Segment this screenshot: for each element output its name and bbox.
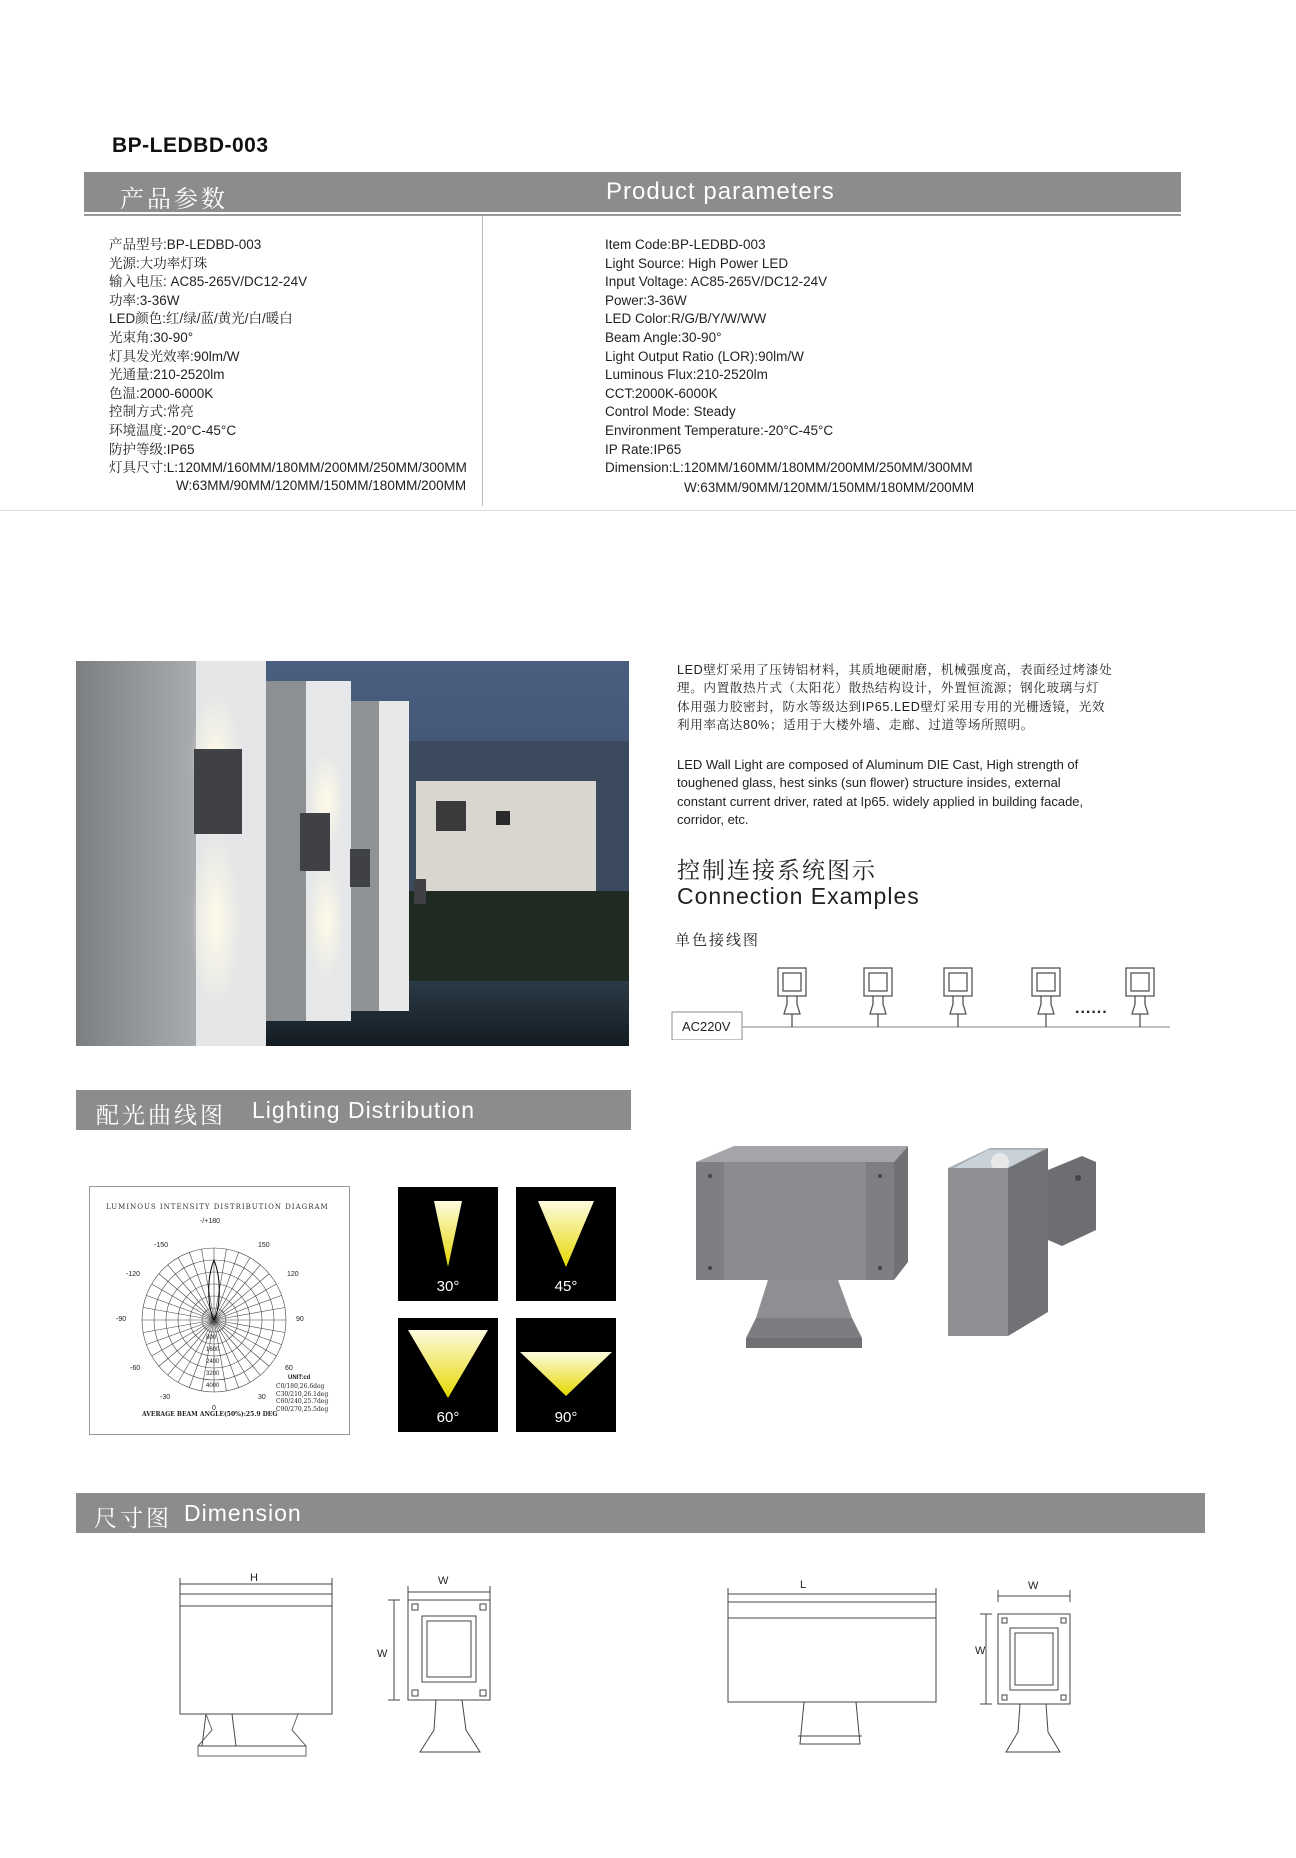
polar-angle-0: 0 <box>212 1405 216 1412</box>
polar-angle-m120: -120 <box>126 1271 141 1278</box>
connection-subtitle: 单色接线图 <box>675 931 761 949</box>
polar-angle-150: 150 <box>258 1242 270 1249</box>
params-en-4: LED Color:R/G/B/Y/W/WW <box>605 311 767 327</box>
params-en-9: Control Mode: Steady <box>605 404 736 420</box>
polar-angle-180: -/+180 <box>200 1218 221 1225</box>
radial-2400: 2400 <box>206 1359 220 1365</box>
radial-4000: 4000 <box>206 1383 220 1389</box>
dim-label-h: H <box>250 1572 258 1584</box>
lighting-bar <box>76 1090 631 1130</box>
product-photo <box>76 661 629 1046</box>
params-cn-12: 灯具尺寸:L:120MM/160MM/180MM/200MM/250MM/300MM <box>109 460 467 476</box>
dim-label-w3: W <box>1028 1580 1039 1592</box>
wiring-dots: ...... <box>1075 1000 1108 1017</box>
description-cn <box>677 661 1112 735</box>
beam-90 <box>516 1318 616 1432</box>
polar-footer: AVERAGE BEAM ANGLE(50%):25.9 DEG <box>142 1411 278 1418</box>
polar-legend <box>276 1383 328 1413</box>
params-en-7: Luminous Flux:210-2520lm <box>605 367 768 383</box>
description-en-0: LED Wall Light are composed of Aluminum DIE Cast, High strength of <box>677 757 1079 772</box>
dim-label-w2: W <box>377 1648 388 1660</box>
polar-angle-90: 90 <box>296 1316 304 1323</box>
polar-angle-m30: -30 <box>160 1394 171 1401</box>
radial-1600: 1600 <box>206 1347 220 1353</box>
polar-angle-m150: -150 <box>154 1242 169 1249</box>
beam-60 <box>398 1318 498 1432</box>
description-cn-1: 理。内置散热片式（太阳花）散热结构设计，外置恒流源；钢化玻璃与灯 <box>677 681 1100 696</box>
radial-800: 800 <box>206 1335 217 1341</box>
polar-angle-m90: -90 <box>116 1316 127 1323</box>
polar-unit: UNIT:cd <box>288 1375 311 1381</box>
header-bar <box>84 172 1181 212</box>
connection-title-cn: 控制连接系统图示 <box>677 858 877 884</box>
params-cn-extra: W:63MM/90MM/120MM/150MM/180MM/200MM <box>176 478 467 493</box>
polar-title: LUMINOUS INTENSITY DISTRIBUTION DIAGRAM <box>106 1203 329 1211</box>
dim-label-l: L <box>800 1579 807 1591</box>
params-en-0: Item Code:BP-LEDBD-003 <box>605 237 766 252</box>
params-en-2: Input Voltage: AC85-265V/DC12-24V <box>605 274 828 290</box>
params-en-list <box>605 236 973 478</box>
dimension-bar <box>76 1493 1205 1533</box>
polar-angle-m60: -60 <box>130 1365 141 1372</box>
params-en-extra: W:63MM/90MM/120MM/150MM/180MM/200MM <box>684 480 975 495</box>
description-en-1: toughened glass, hest sinks (sun flower) structure insides, external <box>677 775 1061 791</box>
polar-legend-c60: C60/240,25.7deg <box>276 1398 329 1405</box>
params-cn-10: 环境温度:-20°C-45°C <box>109 422 237 438</box>
fixture-horizontal-render <box>696 1146 908 1348</box>
params-bottom-rule <box>0 510 1296 511</box>
lighting-bar-cn: 配光曲线图 <box>96 1103 226 1129</box>
params-cn-2: 输入电压: AC85-265V/DC12-24V <box>109 274 308 290</box>
connection-title-en: Connection Examples <box>677 883 920 909</box>
lighting-bar-en: Lighting Distribution <box>252 1097 476 1123</box>
beam-30-label: 30° <box>436 1278 460 1295</box>
header-bar-cn: 产品参数 <box>120 185 228 213</box>
params-cn-6: 灯具发光效率:90lm/W <box>109 348 240 364</box>
polar-radial-values <box>206 1332 219 1392</box>
dimension-bar-cn: 尺寸图 <box>94 1506 172 1532</box>
dimension-drawing-right <box>720 1576 1080 1766</box>
params-cn-11: 防护等级:IP65 <box>109 441 195 457</box>
params-cn-1: 光源:大功率灯珠 <box>109 255 208 271</box>
params-divider <box>482 216 483 506</box>
beam-90-label: 90° <box>554 1409 578 1426</box>
params-cn-list <box>109 236 467 478</box>
dimension-drawing-left <box>170 1570 510 1760</box>
beam-45 <box>516 1187 616 1301</box>
description-en-2: constant current driver, rated at Ip65. widely applied in building facade, <box>677 793 1084 809</box>
description-cn-3: 利用率高达80%；适用于大楼外墙、走廊、过道等场所照明。 <box>677 718 1034 733</box>
radial-3200: 3200 <box>206 1371 220 1377</box>
polar-angle-120: 120 <box>287 1271 299 1278</box>
params-en-3: Power:3-36W <box>605 292 687 308</box>
model-title: BP-LEDBD-003 <box>112 134 269 157</box>
description-cn-0: LED壁灯采用了压铸铝材料，其质地硬耐磨，机械强度高，表面经过烤漆处 <box>677 663 1113 677</box>
params-cn-0: 产品型号:BP-LEDBD-003 <box>109 237 262 252</box>
power-label: AC220V <box>682 1019 731 1034</box>
params-en-5: Beam Angle:30-90° <box>605 329 722 345</box>
params-cn-5: 光束角:30-90° <box>109 329 194 345</box>
dimension-bar-en: Dimension <box>184 1500 302 1526</box>
polar-angle-60: 60 <box>285 1365 293 1372</box>
description-en <box>677 756 1083 830</box>
fixture-vertical-render <box>948 1148 1096 1336</box>
header-rule <box>84 214 1181 216</box>
header-bar-en: Product parameters <box>606 178 835 205</box>
beam-60-label: 60° <box>436 1409 460 1426</box>
params-cn-8: 色温:2000-6000K <box>109 385 214 401</box>
polar-legend-c30: C30/210,26.1deg <box>276 1390 329 1398</box>
dim-label-w4: W <box>975 1645 986 1657</box>
polar-diagram <box>89 1186 350 1435</box>
product-renders <box>690 1140 1150 1370</box>
dim-label-w1: W <box>438 1575 449 1587</box>
description-en-3: corridor, etc. <box>677 812 749 828</box>
params-en-1: Light Source: High Power LED <box>605 255 789 271</box>
params-cn-3: 功率:3-36W <box>109 292 180 308</box>
params-en-11: IP Rate:IP65 <box>605 441 682 457</box>
params-cn-7: 光通量:210-2520lm <box>109 367 225 383</box>
polar-legend-c0: C0/180,26.6deg <box>276 1383 325 1390</box>
polar-angle-30: 30 <box>258 1394 266 1401</box>
params-en-12: Dimension:L:120MM/160MM/180MM/200MM/250MM/300MM <box>605 460 973 476</box>
params-cn-4: LED颜色:红/绿/蓝/黄光/白/暖白 <box>109 311 293 327</box>
description-cn-2: 体用强力胶密封，防水等级达到IP65.LED壁灯采用专用的光栅透镜，光效 <box>677 699 1106 714</box>
beam-45-label: 45° <box>554 1278 578 1295</box>
params-en-8: CCT:2000K-6000K <box>605 385 718 401</box>
params-cn-9: 控制方式:常亮 <box>109 404 194 420</box>
params-en-10: Environment Temperature:-20°C-45°C <box>605 422 834 438</box>
beam-30 <box>398 1187 498 1301</box>
params-en-6: Light Output Ratio (LOR):90lm/W <box>605 348 804 364</box>
polar-legend-c90: C90/270,25.5deg <box>276 1405 329 1413</box>
